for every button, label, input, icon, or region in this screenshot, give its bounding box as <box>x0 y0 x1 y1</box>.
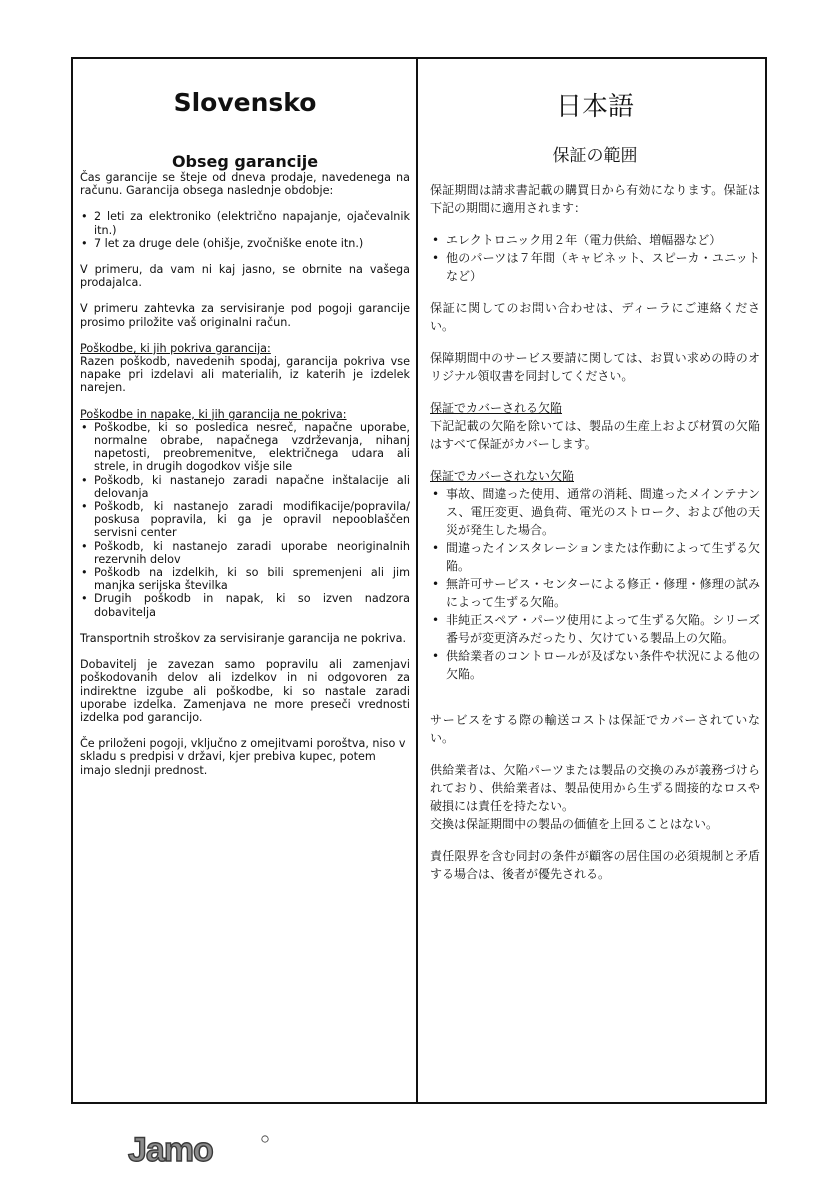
list-item: • 2 leti za elektroniko (električno napajanje, ojačevalnik itn.) <box>94 210 410 236</box>
intro-text: 保証期間は請求書記載の購買日から有効になります。保証は下記の期間に適用されます： <box>430 183 760 215</box>
list-item: • Drugih poškodb in napak, ki so izven nadzora dobavitelja <box>94 592 410 618</box>
covered-heading: 保証でカバーされる欠陥 <box>430 401 563 415</box>
transport-note: サービスをする際の輸送コストは保証でカバーされていない。 <box>430 713 760 745</box>
covered-text: Razen poškodb, navedenih spodaj, garancija pokriva vse napake pri izdelavi ali materialih, iz katerih je izdelek narejen. <box>80 355 410 395</box>
list-item: • 間違ったインスタレーションまたは作動によって生ずる欠陥。 <box>446 539 760 575</box>
registered-mark-icon <box>262 1136 268 1142</box>
column-divider <box>416 57 418 1104</box>
law-note: Če priloženi pogoji, vključno z omejitvami poroštva, niso v skladu s predpisi v državi, kjer prebiva kupec, potem imajo slednji prednost. <box>80 737 406 777</box>
dealer-note: 保証に関してのお問い合わせは、ディーラにご連絡ください。 <box>430 301 760 333</box>
section-title-japanese: 保証の範囲 <box>552 146 638 166</box>
intro-text: Čas garancije se šteje od dneva prodaje, navedenega na računu. Garancija obsega naslednje obdobje: <box>80 171 410 198</box>
not-covered-list <box>80 421 410 619</box>
japanese-column <box>430 57 760 883</box>
list-item: • 他のパーツは７年間（キャビネット、スピーカ・ユニットなど） <box>446 249 760 285</box>
period-list <box>430 231 760 285</box>
list-item: • 供給業者のコントロールが及ばない条件や状況による他の欠陥。 <box>446 647 760 683</box>
receipt-note: V primeru zahtevka za servisiranje pod pogoji garancije prosimo priložite vaš originalni račun. <box>80 302 410 329</box>
list-item: • Poškodb na izdelkih, ki so bili spremenjeni ali jim manjka serijska številka <box>94 566 410 592</box>
not-covered-heading: Poškodbe in napake, ki jih garancija ne pokriva: <box>80 407 347 421</box>
period-list <box>80 210 410 250</box>
jamo-logo <box>126 1133 271 1165</box>
list-item: • 無許可サービス・センターによる修正・修理・修理の試みによって生ずる欠陥。 <box>446 575 760 611</box>
receipt-note: 保障期間中のサービス要請に関しては、お買い求めの時のオリジナル領収書を同封してください。 <box>430 351 760 383</box>
list-item: • Poškodb, ki nastanejo zaradi modifikacije/popravila/ poskusa popravila, ki ga je opravil nepooblaščen servisni center <box>94 500 410 540</box>
list-item: • Poškodb, ki nastanejo zaradi napačne inštalacije ali delovanja <box>94 474 410 500</box>
dealer-note: V primeru, da vam ni kaj jasno, se obrnite na vašega prodajalca. <box>80 263 410 290</box>
logo-text: Jamo <box>128 1133 213 1165</box>
supplier-note-replacement: 交換は保証期間中の製品の価値を上回ることはない。 <box>430 817 719 831</box>
covered-text: 下記記載の欠陥を除いては、製品の生産上および材質の欠陥はすべて保証がカバーします。 <box>430 419 760 451</box>
language-title-japanese: 日本語 <box>555 92 634 122</box>
not-covered-heading: 保証でカバーされない欠陥 <box>430 469 575 483</box>
list-item: • 7 let za druge dele (ohišje, zvočniške enote itn.) <box>94 237 410 250</box>
supplier-note: Dobavitelj je zavezan samo popravilu ali zamenjavi poškodovanih delov ali izdelkov in ni odgovoren za indirektne izgube ali poškodbe, ki so nastale zaradi uporabe izdelka. Zamenjava ne more preseči vrednosti izdelka pod garancijo. <box>80 658 410 724</box>
list-item: • 事故、間違った使用、通常の消耗、間違ったメインテナンス、電圧変更、過負荷、電光のストローク、および他の天災が発生した場合。 <box>446 485 760 539</box>
transport-note: Transportnih stroškov za servisiranje garancija ne pokriva. <box>80 631 407 645</box>
slovenian-column <box>80 57 410 777</box>
list-item: • Poškodb, ki nastanejo zaradi uporabe neoriginalnih rezervnih delov <box>94 540 410 566</box>
supplier-note: 供給業者は、欠陥パーツまたは製品の交換のみが義務づけられており、供給業者は、製品使用から生ずる間接的なロスや破損には責任を持たない。 <box>430 763 760 813</box>
list-item: • Poškodbe, ki so posledica nesreč, napačne uporabe, normalne obrabe, napačnega vzdrževanja, nihanj napetosti, preobremenitve, električnega udara ali strele, in drugih dogodkov višje sile <box>94 421 410 474</box>
list-item: • 非純正スペア・パーツ使用によって生ずる欠陥。シリーズ番号が変更済みだったり、欠けている製品上の欠陥。 <box>446 611 760 647</box>
law-note: 責任限界を含む同封の条件が顧客の居住国の必須規制と矛盾する場合は、後者が優先される。 <box>430 849 760 881</box>
list-item: • エレクトロニック用２年（電力供給、増幅器など） <box>446 231 760 249</box>
language-title-slovenian: Slovensko <box>173 88 317 117</box>
not-covered-list <box>430 485 760 683</box>
section-title-slovenian: Obseg garancije <box>171 152 319 171</box>
covered-heading: Poškodbe, ki jih pokriva garancija: <box>80 341 271 355</box>
